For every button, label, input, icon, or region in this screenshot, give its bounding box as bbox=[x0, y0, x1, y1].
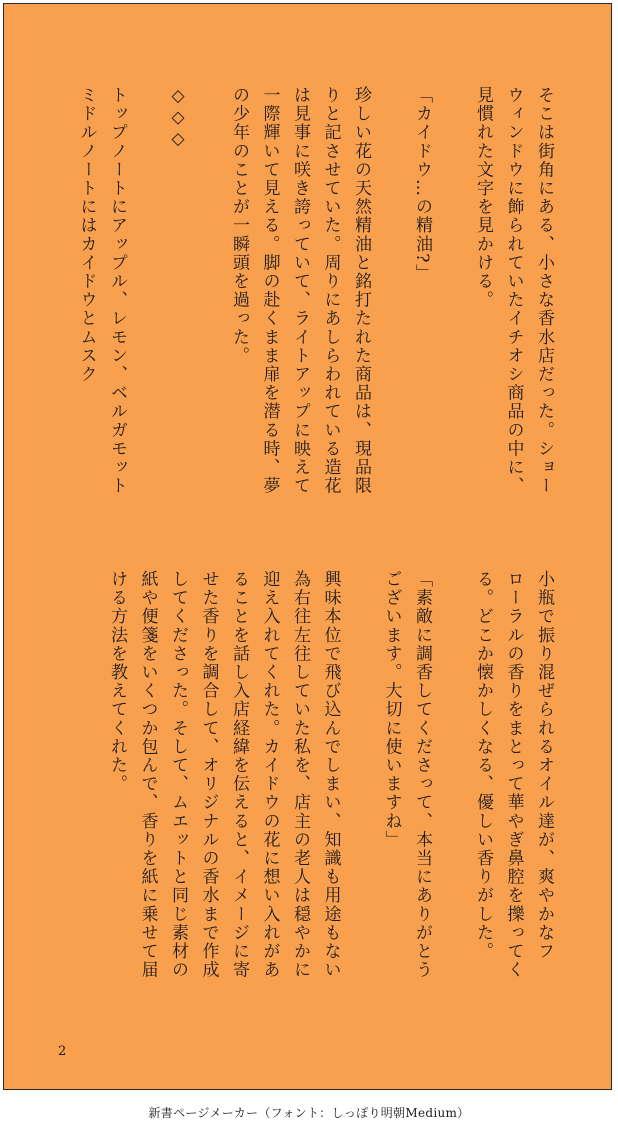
text-line: 紙や便箋をいくつか包んで、香りを紙に乗せて届 bbox=[137, 570, 158, 980]
book-page bbox=[3, 3, 612, 1090]
blank-line bbox=[346, 570, 377, 1010]
text-line: 迎え入れてくれた。カイドウの花に想い入れがあ bbox=[259, 570, 280, 980]
page-number: 2 bbox=[58, 1044, 67, 1059]
text-line: ◇◇◇ bbox=[168, 86, 188, 151]
footer-caption: 新書ページメーカー（フォント：しっぽり明朝Medium） bbox=[148, 1106, 470, 1120]
text-line: ございます。大切に使いますね」 bbox=[381, 570, 402, 849]
text-line: 珍しい花の天然精油と銘打たれた商品は、現品限 bbox=[351, 86, 371, 496]
text-line: 見慣れた文字を見かける。 bbox=[473, 86, 493, 310]
text-line: ミドルノートにはカイドウとムスク bbox=[76, 86, 97, 384]
text-line: せた香りを調合して、オリジナルの香水まで作成 bbox=[198, 570, 219, 980]
text-line: してくださった。そして、ムエットと同じ素材の bbox=[168, 570, 188, 980]
text-line: 「素敵に調香してくださって、本当にありがとう bbox=[412, 570, 432, 980]
text-line: トップノートにアップル、レモン、ベルガモット bbox=[107, 86, 127, 496]
text-line: 為右往左往していた私を、店主の老人は穏やかに bbox=[290, 570, 310, 980]
text-line: の少年のことが一瞬頭を過った。 bbox=[229, 86, 249, 365]
text-line: 一際輝いて見える。脚の赴くまま扉を潜る時、夢 bbox=[259, 86, 280, 496]
text-line: ることを話し入店経緯を伝えると、イメージに寄 bbox=[229, 570, 249, 980]
blank-line bbox=[376, 86, 407, 526]
blank-line bbox=[193, 86, 224, 526]
text-line: 興味本位で飛び込んでしまい、知識も用途もない bbox=[320, 570, 341, 980]
text-line: ける方法を教えてくれた。 bbox=[107, 570, 127, 794]
blank-line bbox=[437, 570, 468, 1010]
lower-text-block bbox=[102, 570, 560, 1010]
blank-line bbox=[437, 86, 468, 526]
text-line: りと記させていた。周りにあしらわれている造花 bbox=[320, 86, 341, 496]
text-line: 「カイドウ…の精油?」 bbox=[412, 86, 432, 283]
upper-text-block bbox=[71, 86, 559, 526]
text-line: ウィンドウに飾られていたイチオシ商品の中に、 bbox=[503, 86, 524, 496]
text-line: ローラルの香りをまとって華やぎ鼻腔を擽ってく bbox=[503, 570, 524, 980]
blank-line bbox=[132, 86, 163, 526]
text-line: 小瓶で振り混ぜられるオイル達が、爽やかなフ bbox=[534, 570, 554, 961]
text-line: る。どこか懐かしくなる、優しい香りがした。 bbox=[473, 570, 493, 961]
text-line: そこは街角にある、小さな香水店だった。ショー bbox=[534, 86, 554, 496]
text-line: は見事に咲き誇っていて、ライトアップに映えて bbox=[290, 86, 310, 496]
